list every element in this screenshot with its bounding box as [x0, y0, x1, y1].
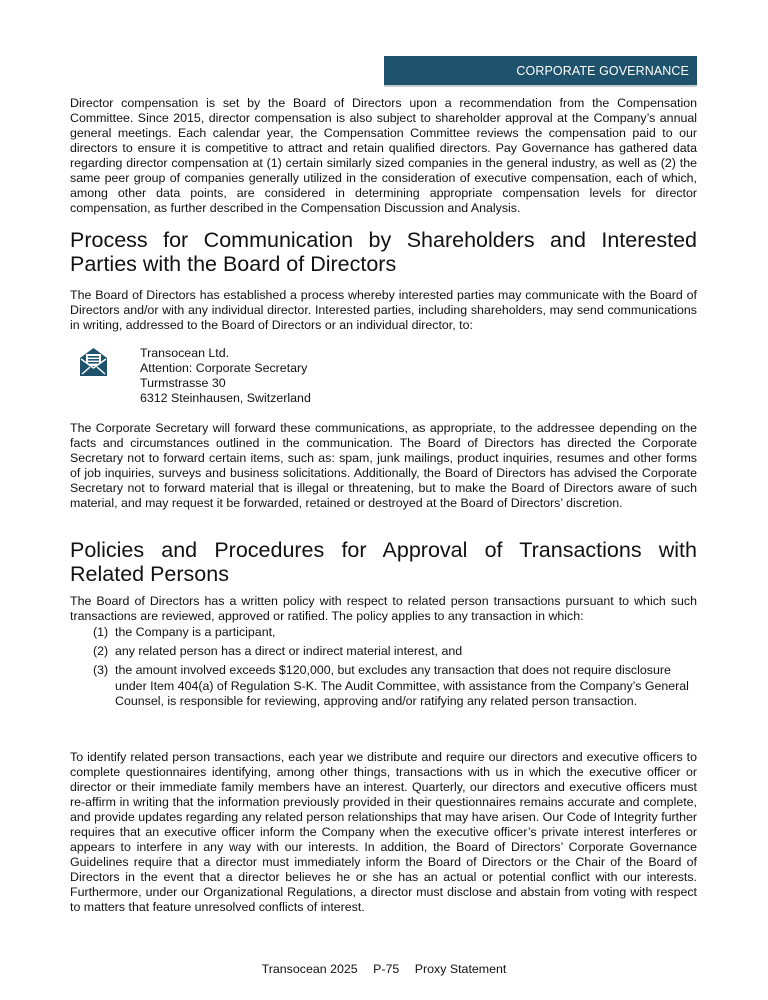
paragraph-policy-intro: The Board of Directors has a written policy with respect to related person transactions pursuant to which such transactions are reviewed, approved or ratified. The policy applies to any transaction in which:: [70, 594, 697, 623]
list-number: (1): [93, 625, 109, 639]
address-line: Transocean Ltd.: [140, 346, 230, 360]
list-item: [93, 644, 697, 660]
list-text: the amount involved exceeds $120,000, but excludes any transaction that does not require disclosure under Item 404(a) of Regulation S-K. The Audit Committee, with assistance from the Company’s General Counsel, is responsible for reviewing, approving and/or ratifying any related person transaction.: [115, 663, 689, 708]
page-number: P-75: [373, 962, 400, 976]
section-title: CORPORATE GOVERNANCE: [516, 64, 689, 78]
section-header-bar: [384, 56, 697, 87]
list-item: [93, 625, 697, 641]
list-text: the Company is a participant,: [115, 625, 276, 639]
address-line: 6312 Steinhausen, Switzerland: [140, 391, 311, 405]
list-number: (3): [93, 663, 109, 677]
transaction-criteria-list: [93, 625, 697, 713]
list-text: any related person has a direct or indirect material interest, and: [115, 644, 463, 658]
footer-document: Proxy Statement: [414, 962, 507, 976]
heading-communication-process: Process for Communication by Shareholders and Interested Parties with the Board of Directors: [70, 228, 697, 276]
list-item: [93, 663, 697, 710]
list-number: (2): [93, 644, 109, 658]
paragraph-director-compensation: Director compensation is set by the Board of Directors upon a recommendation from the Compensation Committee. Since 2015, director compensation is also subject to shareholder approval at the Company’s annual general meetings. Each calendar year, the Compensation Committee reviews the compensation paid to our directors to ensure it is competitive to attract and retain qualified directors. Pay Governance has gathered data regarding director compensation at (1) certain similarly sized companies in the general industry, as well as (2) the same peer group of companies generally utilized in the consideration of executive compensation, each of which, among other data points, are considered in determining appropriate compensation levels for director compensation, as further described in the Compensation Discussion and Analysis.: [70, 96, 697, 215]
paragraph-forwarding: The Corporate Secretary will forward these communications, as appropriate, to the addressee depending on the facts and circumstances outlined in the communication. The Board of Directors has directed the Corporate Secretary not to forward certain items, such as: spam, junk mailings, product inquiries, resumes and other forms of job inquiries, surveys and business solicitations. Additionally, the Board of Directors has advised the Corporate Secretary not to forward material that is illegal or threatening, but to make the Board of Directors aware of such material, and may request it be forwarded, retained or destroyed at the Board of Directors’ discretion.: [70, 421, 697, 510]
address-line: Attention: Corporate Secretary: [140, 361, 308, 375]
envelope-open-icon: [78, 346, 109, 378]
mailing-address: [140, 346, 311, 406]
address-line: Turmstrasse 30: [140, 376, 226, 390]
page-footer: [0, 962, 768, 976]
footer-company: Transocean 2025: [261, 962, 358, 976]
heading-related-person-policies: Policies and Procedures for Approval of Transactions with Related Persons: [70, 538, 697, 586]
paragraph-communication: The Board of Directors has established a process whereby interested parties may communicate with the Board of Directors and/or with any individual director. Interested parties, including shareholders, may send communications in writing, addressed to the Board of Directors or an individual director, to:: [70, 288, 697, 332]
paragraph-identification: To identify related person transactions, each year we distribute and require our directors and executive officers to complete questionnaires identifying, among other things, transactions with us in which the executive officer or director or their immediate family members have an interest. Quarterly, our directors and executive officers must re-affirm in writing that the information previously provided in their questionnaires remains accurate and complete, and provide updates regarding any related person relationships that may have arisen. Our Code of Integrity further requires that an executive officer inform the Company when the executive officer’s private interest interferes or appears to interfere in any way with our interests. In addition, the Board of Directors’ Corporate Governance Guidelines require that a director must immediately inform the Board of Directors or the Chair of the Board of Directors in the event that a director believes he or she has an actual or potential conflict with our interests. Furthermore, under our Organizational Regulations, a director must disclose and abstain from voting with respect to matters that feature unresolved conflicts of interest.: [70, 750, 697, 914]
